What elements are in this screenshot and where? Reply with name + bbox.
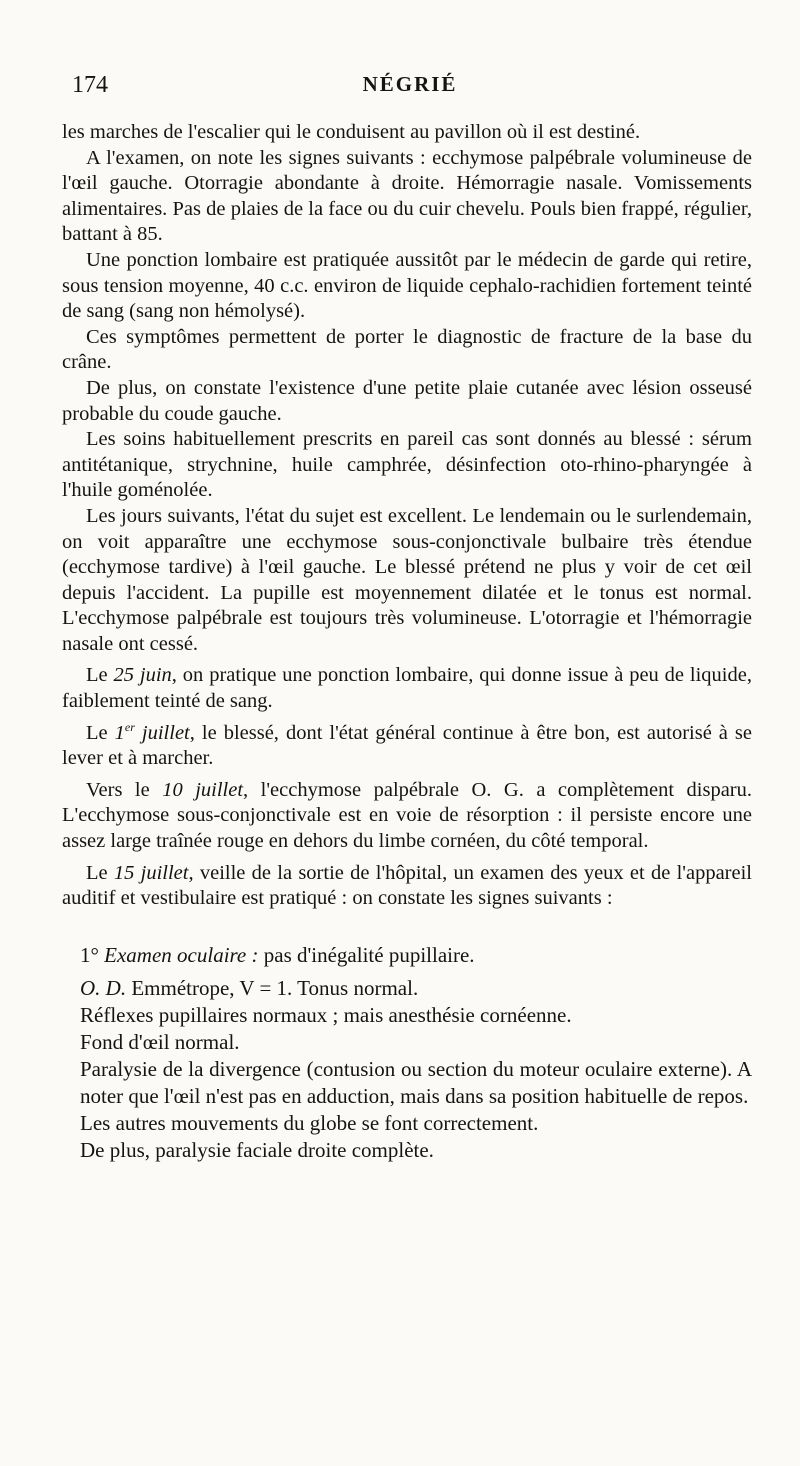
paragraph-25-juin: Le 25 juin, on pratique une ponction lombaire, qui donne issue à peu de liquide, faiblement teinté de sang. xyxy=(62,664,752,713)
paragraph-15-juillet: Le 15 juillet, veille de la sortie de l'hôpital, un examen des yeux et de l'appareil auditif et vestibulaire est pratiqué : on constate les signes suivants : xyxy=(62,861,752,910)
page-body xyxy=(62,120,752,1164)
exam-item: Les autres mouvements du globe se font correctement. xyxy=(80,1110,539,1135)
running-title: NÉGRIÉ xyxy=(362,72,458,96)
date-10-juillet: 10 juillet xyxy=(162,778,244,801)
exam-item: Paralysie de la divergence (contusion ou section du moteur oculaire externe). A noter que l'œil n'est pas en adduction, mais dans sa position habituelle de repos. xyxy=(80,1056,752,1108)
paragraph-elbow-wound: De plus, on constate l'existence d'une petite plaie cutanée avec lésion osseusé probable du coude gauche. xyxy=(62,376,752,425)
paragraph-treatment: Les soins habituellement prescrits en pareil cas sont donnés au blessé : sérum antitétanique, strychnine, huile camphrée, désinfection oto-rhino-pharyngée à l'huile goménolée. xyxy=(62,428,752,502)
paragraph-lumbar-puncture: Une ponction lombaire est pratiquée aussitôt par le médecin de garde qui retire, sous tension moyenne, 40 c.c. environ de liquide cephalo-rachidien fortement teinté de sang (sang non hémolysé). xyxy=(62,248,752,323)
page-number: 174 xyxy=(72,72,108,98)
paragraph-diagnosis: Ces symptômes permettent de porter le diagnostic de fracture de la base du crâne. xyxy=(62,325,752,374)
paragraph-continuation: les marches de l'escalier qui le conduisent au pavillon où il est destiné. xyxy=(62,121,641,143)
page-header xyxy=(72,72,748,108)
exam-oculaire-heading: 1° Examen oculaire : pas d'inégalité pupillaire. xyxy=(80,942,475,967)
date-25-juin: 25 juin xyxy=(113,664,172,687)
paragraph-following-days: Les jours suivants, l'état du sujet est excellent. Le lendemain ou le surlendemain, on voit apparaître une ecchymose sous-conjonctivale bulbaire très étendue (ecchymose tardive) à l'œil gauche. Le blessé prétend ne plus y voir de cet œil depuis l'accident. La pupille est moyennement dilatée et le tonus est normal. L'ecchymose palpébrale est toujours très volumineuse. L'otorragie et l'hémorragie nasale ont cessé. xyxy=(62,504,752,655)
exam-od-line: O. D. Emmétrope, V = 1. Tonus normal. xyxy=(80,975,419,1000)
paragraph-examination: A l'examen, on note les signes suivants : ecchymose palpébrale volumineuse de l'œil gauche. Otorragie abondante à droite. Hémorragie nasale. Vomissements alimentaires. Pas de plaies de la face ou du cuir chevelu. Pouls bien frappé, régulier, battant à 85. xyxy=(62,146,752,246)
exam-item: Fond d'œil normal. xyxy=(80,1029,240,1054)
date-1-juillet: 1er juillet xyxy=(114,719,190,744)
exam-item: De plus, paralysie faciale droite complète. xyxy=(80,1137,434,1162)
exam-item: Réflexes pupillaires normaux ; mais anesthésie cornéenne. xyxy=(80,1002,572,1027)
date-15-juillet: 15 juillet xyxy=(113,861,189,884)
paragraph-10-juillet: Vers le 10 juillet, l'ecchymose palpébrale O. G. a complètement disparu. L'ecchymose sous-conjonctivale est en voie de résorption : il persiste encore une assez large traînée rouge en dehors du limbe cornéen, du côté temporal. xyxy=(62,778,752,853)
paragraph-1-juillet: Le 1er juillet, le blessé, dont l'état général continue à être bon, est autorisé à se lever et à marcher. xyxy=(62,719,753,770)
